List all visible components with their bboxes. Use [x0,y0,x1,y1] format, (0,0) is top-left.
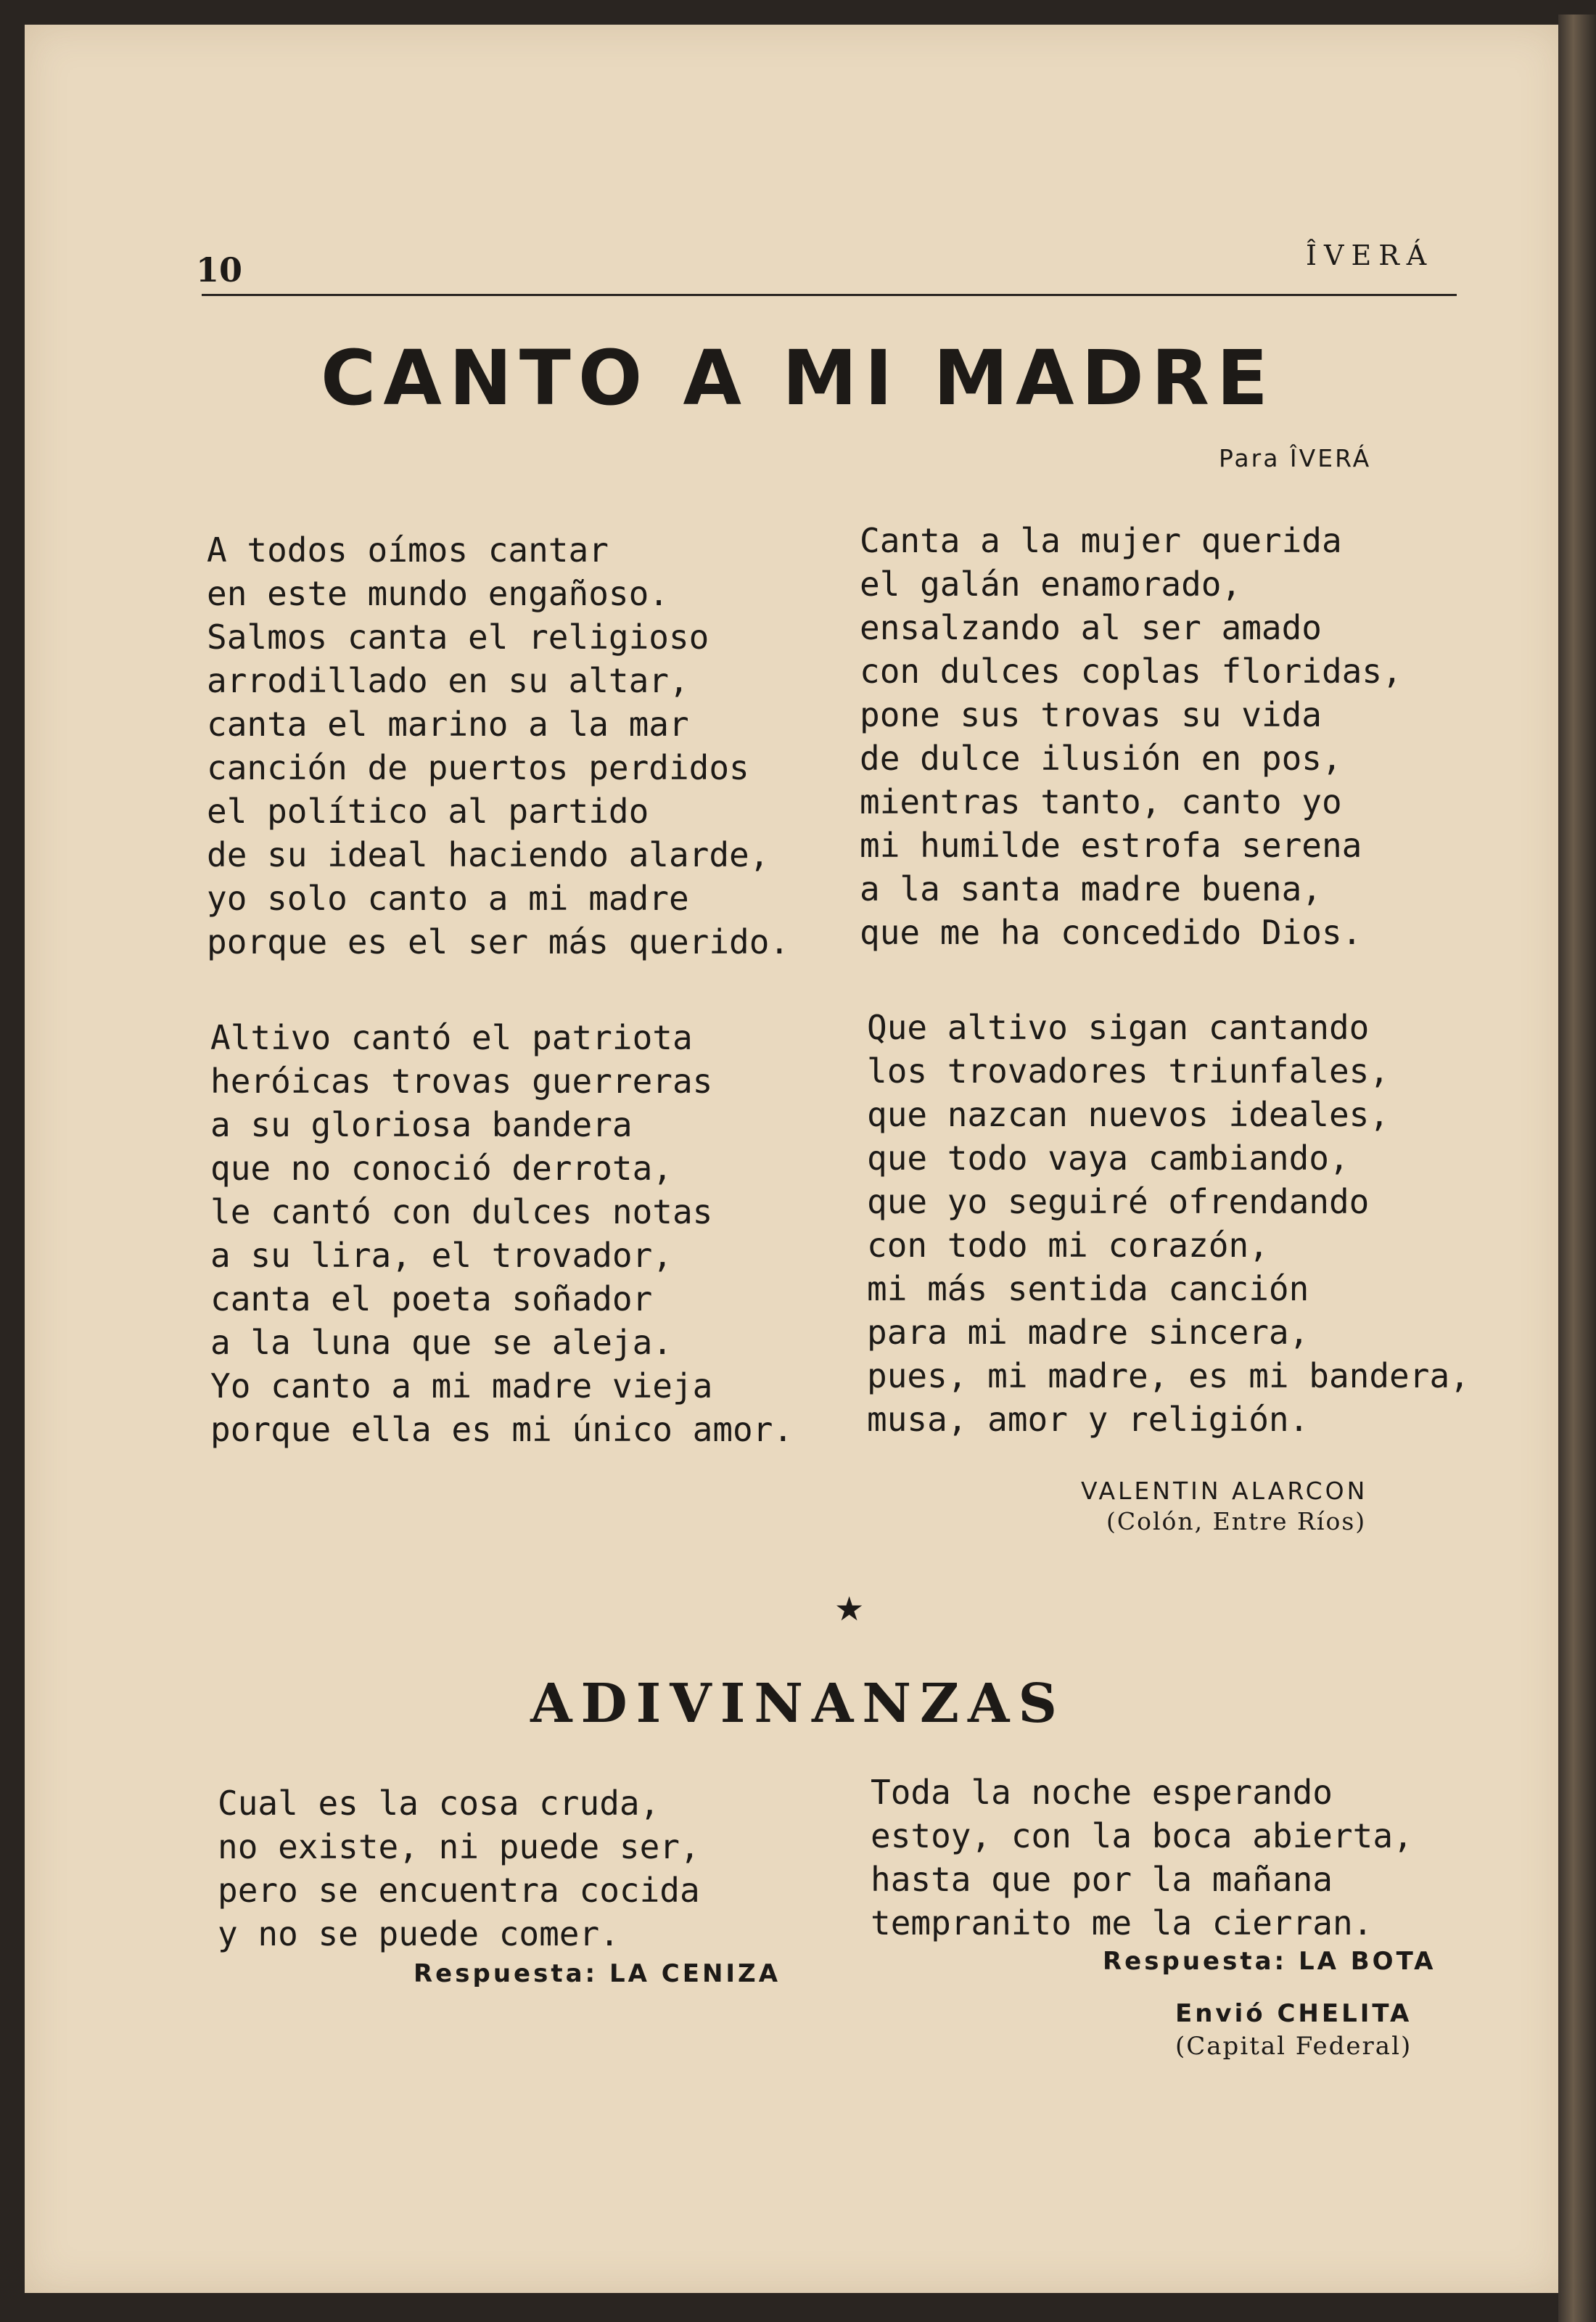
riddles-sender-place: (Capital Federal) [1175,2032,1412,2061]
poem-stanza-1: A todos oímos cantar en este mundo engañoso. Salmos canta el religioso arrodillado en su altar, canta el marino a la mar canción de puertos perdidos el político al partido de su ideal haciendo alarde, yo solo canto a mi madre porque es el ser más querido. [207,530,790,961]
riddle-1-text: Cual es la cosa cruda, no existe, ni puede ser, pero se encuentra cocida y no se puede comer. [218,1784,700,1953]
poem-stanza-3: Altivo cantó el patriota heróicas trovas guerreras a su gloriosa bandera que no conoció derrota, le cantó con dulces notas a su lira, el trovador, canta el poeta soñador a la luna que se aleja. Yo canto a mi madre vieja porque ella es mi único amor. [210,1018,794,1449]
poem-title: CANTO A MI MADRE [321,334,1275,422]
star-separator-icon: ★ [834,1589,865,1628]
poem-stanza-2: Canta a la mujer querida el galán enamorado, ensalzando al ser amado con dulces coplas floridas, pone sus trovas su vida de dulce ilusión en pos, mientras tanto, canto yo mi humilde estrofa serena a la santa madre buena, que me ha concedido Dios. [860,521,1402,952]
page-number: 10 [196,250,243,290]
riddles-sender: Envió CHELITA [1175,1999,1412,2028]
riddles-title: ADIVINANZAS [530,1673,1066,1735]
header-rule [202,294,1457,296]
magazine-name: ÎVERÁ [1306,239,1434,271]
poem-dedication: Para ÎVERÁ [1219,444,1372,472]
riddle-2-answer: Respuesta: LA BOTA [1103,1947,1436,1976]
poem-author: VALENTIN ALARCON [1081,1477,1368,1505]
riddle-1-answer: Respuesta: LA CENIZA [414,1959,781,1988]
poem-stanza-4: Que altivo sigan cantando los trovadores triunfales, que nazcan nuevos ideales, que todo vaya cambiando, que yo seguiré ofrendando con todo mi corazón, mi más sentida canción para mi madre sincera, pues, mi madre, es mi bandera, musa, amor y religión. [867,1008,1470,1439]
riddle-2-text: Toda la noche esperando estoy, con la boca abierta, hasta que por la mañana tempranito me la cierran. [871,1773,1413,1942]
poem-author-place: (Colón, Entre Ríos) [1106,1507,1367,1535]
